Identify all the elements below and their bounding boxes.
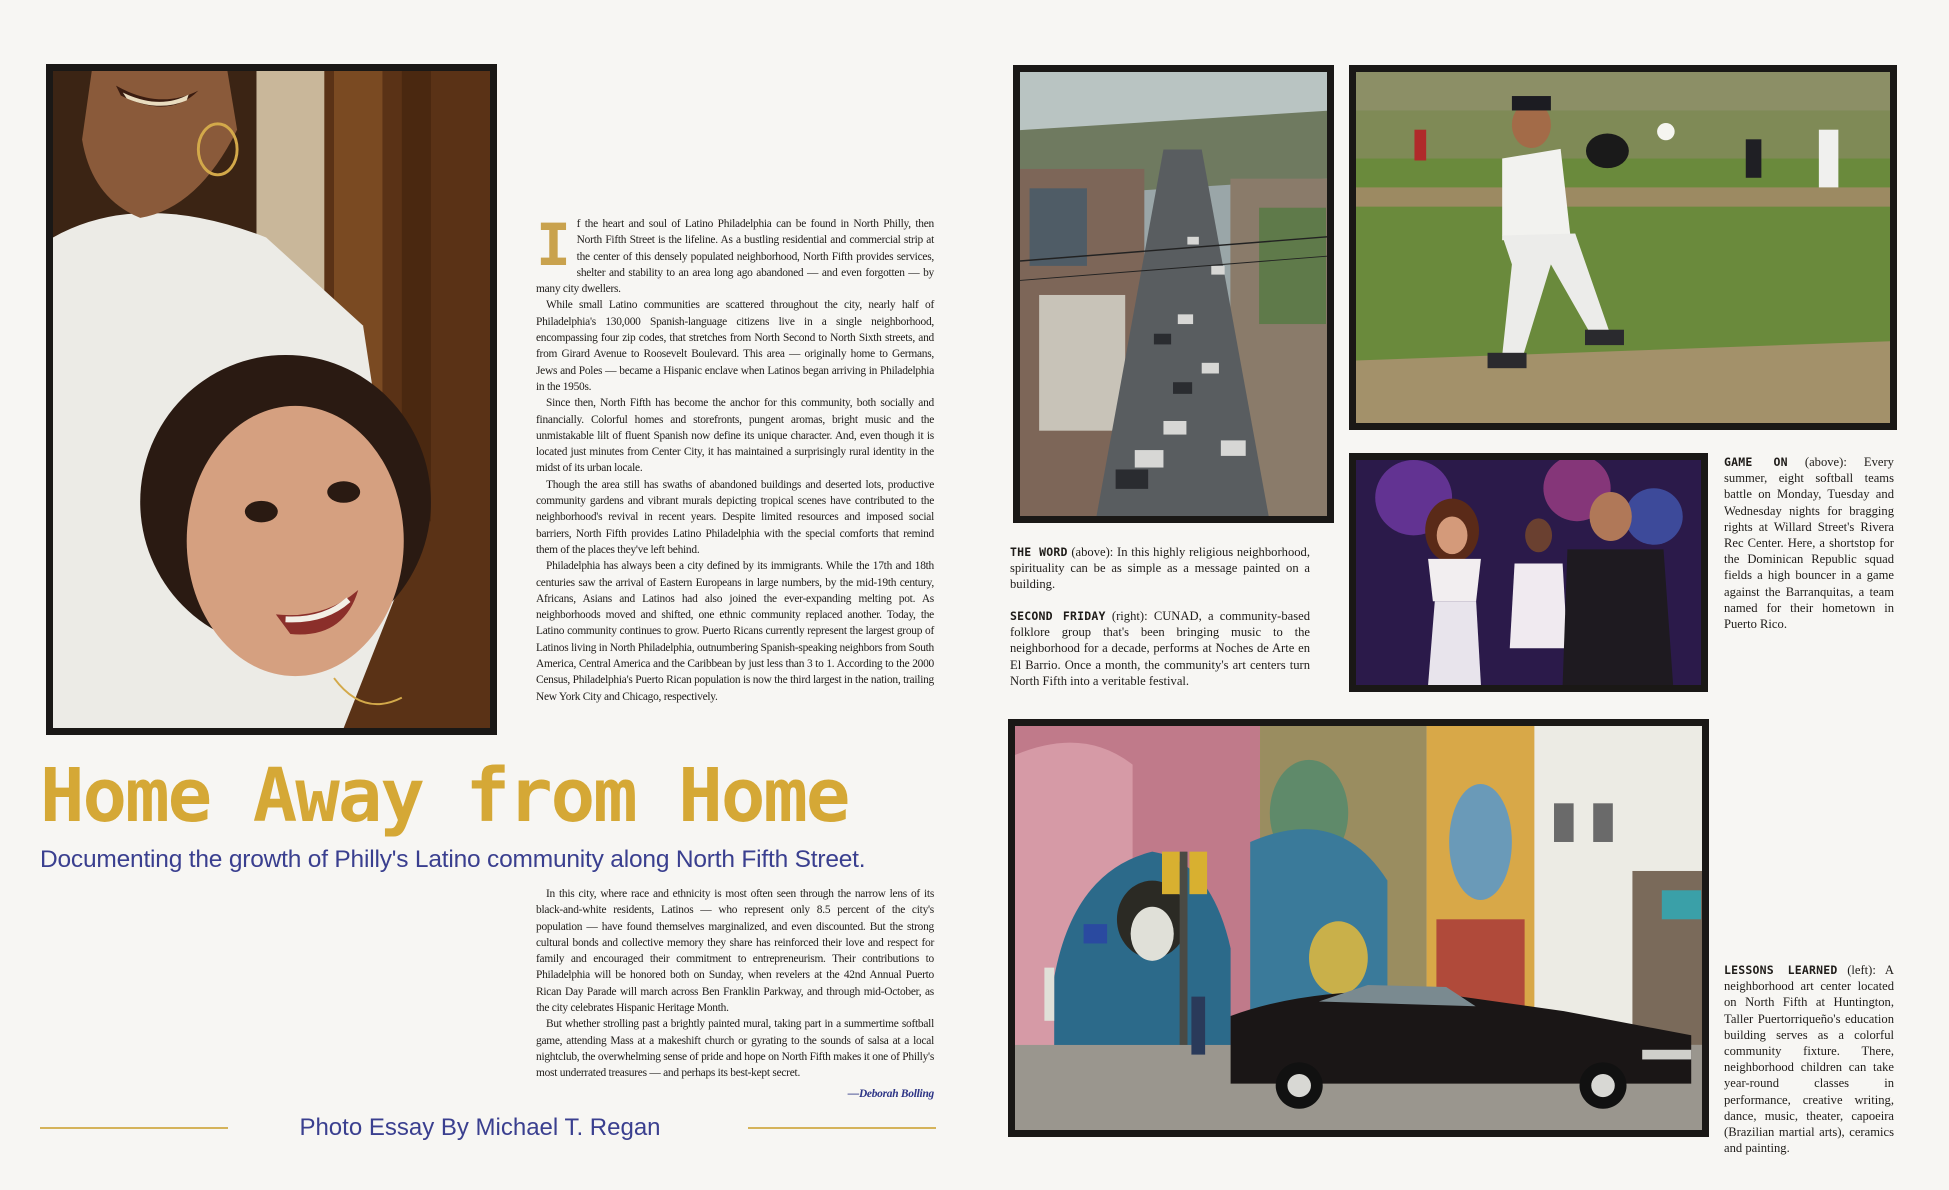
paragraph-6: In this city, where race and ethnicity is most often seen through the narrow lens of its black-and-white residents, Latinos — who represent only 8.5 percent of the city's population — have found themselves marginalized, and even discounted. But the strong cultural bonds and collective memory they share has reinforced their love and respect for family and encouraged their commitment to entrepreneurism. Their contributions to Philadelphia will be honored both on Sunday, when revelers at the 42nd Annual Puerto Rican Day Parade will march across Ben Franklin Parkway, and through mid-October, as the city celebrates Hispanic Heritage Month. bbox=[536, 888, 934, 1015]
caption-the-word bbox=[1010, 544, 1310, 593]
paragraph-3: Since then, North Fifth has become the anchor for this community, both socially and financially. Colorful homes and storefronts, pungent aromas, bright music and the unmistakable lilt of fluent Spanish now define its unique character. And, even though it is located just minutes from Center City, it has maintained a surprisingly rural identity in the midst of its urban locale. bbox=[536, 397, 934, 475]
caption-text: (above): In this highly religious neighborhood, spirituality can be as simple as a message painted on a building. bbox=[1010, 545, 1310, 592]
article-body-bottom bbox=[536, 886, 934, 1102]
caption-kicker: SECOND FRIDAY bbox=[1010, 609, 1106, 623]
caption-text: (left): A neighborhood art center located on North Fifth at Huntington, Taller Puertorriqueño's education building serves as a colorful community fixture. There, neighborhood children can take year-round classes in performance, creative writing, dance, music, theater, capoeira (Brazilian martial arts), ceramics and painting. bbox=[1724, 963, 1895, 1156]
credit-rule-left bbox=[40, 1127, 228, 1129]
caption-lessons-learned bbox=[1724, 962, 1894, 1156]
paragraph-7: But whether strolling past a brightly painted mural, taking part in a summertime softball game, attending Mass at a makeshift church or gyrating to the sounds of salsa at a local nightclub, the overwhelming sense of pride and hope on North Fifth makes it one of Philly's most underrated treasures — and perhaps its best-kept secret. bbox=[536, 1018, 934, 1080]
paragraph-1: f the heart and soul of Latino Philadelphia can be found in North Philly, then North Fifth Street is the lifeline. As a bustling residential and commercial strip at the center of this densely populated neighborhood, North Fifth provides services, shelter and stability to an area long ago abandoned — and even forgotten — by many city dwellers. bbox=[536, 218, 934, 296]
caption-game-on bbox=[1724, 454, 1894, 632]
headline: Home Away from Home bbox=[40, 753, 849, 839]
photo-street-aerial bbox=[1013, 65, 1334, 523]
caption-kicker: LESSONS LEARNED bbox=[1724, 963, 1838, 977]
paragraph-5: Philadelphia has always been a city defined by its immigrants. While the 17th and 18th centuries saw the arrival of Eastern Europeans in large numbers, by the mid-19th century, Africans, Asians and Latinos had also joined the ever-expanding melting pot. As neighborhoods moved and shifted, one ethnic community replaced another. Today, the Latino community continues to grow. Puerto Ricans currently represent the largest group of Latinos living in North Philadelphia, outnumbering Spanish-speaking neighbors from South America, Central America and the Caribbean by just less than 3 to 1. According to the 2000 Census, Philadelphia's Puerto Rican population is now the third largest in the nation, trailing New York City and Chicago, respectively. bbox=[536, 560, 934, 703]
drop-cap: I bbox=[536, 211, 571, 279]
caption-second-friday bbox=[1010, 608, 1310, 689]
photo-mural-building bbox=[1008, 719, 1709, 1137]
photo-mother-child bbox=[46, 64, 497, 735]
caption-text: (above): Every summer, eight softball teams battle on Monday, Tuesday and Wednesday nights for bragging rights at Willard Street's Rivera Rec Center. Here, a shortstop for the Dominican Republic squad fields a high bouncer in a game against the Barranquitas, a team named for their hometown in Puerto Rico. bbox=[1724, 455, 1894, 632]
photo-dancers bbox=[1349, 453, 1708, 692]
caption-text: (right): CUNAD, a community-based folklore group that's been bringing music to the neighborhood for a decade, performs at Noches de Arte en El Barrio. Once a month, the community's art centers turn North Fifth into a veritable festival. bbox=[1010, 609, 1311, 688]
photo-softball bbox=[1349, 65, 1897, 430]
article-body-top bbox=[536, 211, 934, 705]
author-signature: —Deborah Bolling bbox=[847, 1087, 934, 1100]
caption-kicker: GAME ON bbox=[1724, 455, 1788, 469]
photo-credit: Photo Essay By Michael T. Regan bbox=[299, 1114, 661, 1141]
caption-kicker: THE WORD bbox=[1010, 545, 1068, 559]
paragraph-4: Though the area still has swaths of abandoned buildings and deserted lots, productive community gardens and vibrant murals depicting tropical scenes have contributed to the neighborhood's revival in recent years. Despite limited resources and imposed social barriers, North Fifth provides Latino Philadelphia with the special comforts that remind them of the places they've left behind. bbox=[536, 478, 934, 556]
paragraph-2: While small Latino communities are scattered throughout the city, nearly half of Philadelphia's 130,000 Spanish-language citizens live in a single neighborhood, encompassing four zip codes, that stretches from North Second to North Sixth streets, and from Girard Avenue to Roosevelt Boulevard. This area — originally home to Germans, Jews and Poles — became a Hispanic enclave when Latinos began arriving in Philadelphia in the 1950s. bbox=[536, 299, 934, 393]
subhead: Documenting the growth of Philly's Latino community along North Fifth Street. bbox=[40, 846, 866, 873]
credit-rule-right bbox=[748, 1127, 936, 1129]
